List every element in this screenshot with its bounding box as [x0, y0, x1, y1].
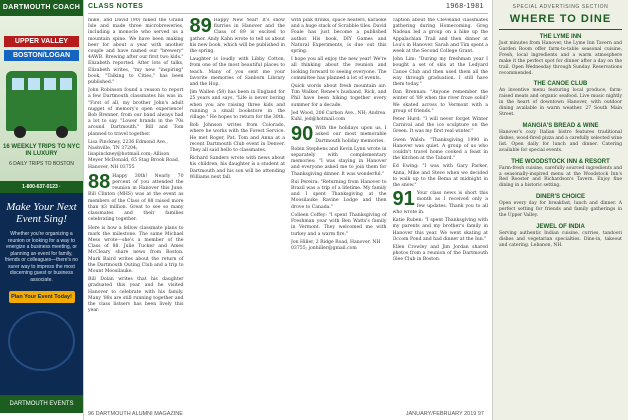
restaurant-description: Farm-fresh cuisine, carefully sourced ingredients and a seasonally-inspired menu at the Woodstock Inn's Red Rooster and Richardson's Tavern. Enjoy fine dining in a historic setting.	[499, 165, 622, 189]
bus-wheel	[56, 126, 68, 138]
notes-column-2	[190, 18, 286, 406]
class-year-89: 89	[189, 18, 212, 37]
class-entry-text: Happy 30th! Nearly 70 percent of you attended the reunion in Hanover this June. Bill Clinton (MHS) was at the event as members of the Class of 88 raised more than $3 million. Great to see so many classmates and their families celebrating together.	[88, 173, 184, 223]
restaurant-name: DINER'S CHOICE	[535, 194, 586, 201]
bus-wheel	[14, 126, 26, 138]
restaurant-entry[interactable]	[499, 159, 622, 190]
note-paragraph: John Lim: "During my freshman year I bought a set of skis at the Ledyard Canoe Club and then used them all the way through graduation. I still have them today."	[392, 57, 488, 88]
coach-phone: 1-800-637-0123 ·	[22, 184, 61, 190]
decorative-swirl	[8, 311, 75, 371]
restaurant-description: Hanover's cozy Italian bistro features traditional dishes, wood-fired pizza and a carefully selected wine list. Open daily for lunch and dinner. Catering available for special events.	[499, 129, 623, 153]
note-paragraph: Colleen Coffey: "I spent Thanksgiving of Freshman year with Ben Watts's family in Vermont. They welcomed me with turkey and a warm fire."	[291, 212, 387, 237]
note-paragraph: mike, and David (90) hiked the Grand Isle and made three microbreweries, including a monocle who served us a mountain spine. We have been making beer for about a year with another couple and have named our "brewery" 4AWB. Brewing after our first two kids." Elizabeth reported. After lots of talks, Elizabeth writes, "my new "inspiring" book, "Talking to Cities," has been published."	[88, 18, 184, 86]
restaurant-description: An inventive menu featuring local produce, farm-raised meats and organic seafood. Live music nightly in the heart of downtown Hanover, with outdoor dining available in warm weather. 27 South Main Street.	[499, 88, 622, 118]
note-paragraph: I hope you all enjoy the new year! We're all thinking about the reunion and looking forward to seeing everyone. The committee has planned a lot of events.	[291, 57, 387, 81]
restaurant-entry[interactable]	[499, 81, 622, 118]
restaurant-name: JEWEL OF INDIA	[536, 223, 585, 230]
where-to-dine-sidebar	[492, 0, 628, 420]
note-paragraph: Here is how a fellow classmate plans to mark the milestone. The same Michael Mess wrote—she's a member of the Class of 88. Julie Tucker and Ames McCleary share news from Boston. Mark Baird writes about the return of the Dartmouth Outing Club and a trip to Mount Moosilauke.	[88, 225, 184, 274]
restaurant-name: THE CANOE CLUB	[533, 81, 588, 88]
class-year-90: 90	[291, 123, 314, 146]
events-body: Whether you're organizing a reunion or looking for a way to energize a business meeting, or planning an event for family, friends or colleagues—there's no surer way to impress the most discerning guest or business associate.	[5, 231, 78, 283]
notes-column-4	[393, 18, 489, 406]
restaurant-description: Serving authentic Indian cuisine, curries, tandoori dishes and vegetarian specialties. Dine-in, takeout and catering. Lebanon, NH.	[499, 230, 622, 248]
note-paragraph: Ellen Crowley and Jim Jordan shared photos from a reunion of the Dartmouth Glee Club in Boston.	[392, 244, 488, 263]
note-paragraph: Katie Ruben: "I spent Thanksgiving with my parents and my brother's family in Hanover this year. We went skating at Occom Pond and had dinner at the Inn."	[392, 218, 488, 242]
restaurant-name: MANGIA'S BREAD & WINE	[522, 122, 599, 129]
coach-contact-bar[interactable]	[0, 181, 83, 193]
note-paragraph: Rui Pereira: "Returning from Hanover to Brazil was a trip of a lifetime. My family and I spent Thanksgiving at the Moosilauke Ravine Lodge and then drove to Canada."	[291, 179, 387, 210]
boston-trips-text: 6 DAILY TRIPS TO BOSTON	[9, 161, 74, 167]
footer-right: JANUARY/FEBRUARY 2019 97	[405, 411, 484, 417]
bus-window	[12, 78, 24, 90]
correspondent-signature: Lisa Pinckney, 2236 Edmond Ave., Nashville, TN 37204; lisapinckney@hotmail.com; Allison Meyer McDonald, 65 Stag Brook Road, Hanover, NH 03755	[88, 139, 180, 170]
class-entry-89	[190, 18, 286, 55]
notes-column-3	[291, 18, 387, 406]
class-year-88: 88	[88, 170, 111, 193]
note-paragraph: Bob Johnson writes from Colorado, where he works with the Forest Service. He met Roger, Pat, Tom and Anna at a recent Dartmouth Club event in Denver. They all said hello to classmates.	[189, 123, 285, 154]
note-paragraph: Peter Hurd: "I will never forget Winter Carnival and the ice sculpture on the Green. It was my first real winter."	[392, 117, 488, 135]
sidebar-title: WHERE TO DINE	[509, 13, 612, 25]
restaurant-entry[interactable]	[499, 224, 622, 249]
note-paragraph: Richard Sanders wrote with news about his children, his daughter is a student at Dartmouth and his son will be attending Williams next fall.	[189, 156, 285, 180]
divider	[499, 29, 622, 30]
class-notes-header	[88, 0, 488, 14]
boston-logan-label: BOSTON/LOGAN	[4, 50, 79, 61]
note-paragraph: Laughter is loudly with Libby Cotton, from one of the most beautiful places to teach. Many of you sent me your favorite memories of Sanborn Library and the Hop.	[189, 57, 285, 88]
class-notes-main	[88, 0, 488, 420]
correspondent-signature: Jed Wood, 206 Carbon Ave., NH; Andrea Kuhl, jed@hotmail.com	[291, 110, 386, 123]
class-entry-88	[88, 170, 184, 224]
note-paragraph: Robin Stephens and Kevin Lynn wrote in separately with complementary memories: "I was staying in Hanover and everyone asked me to join them for Thanksgiving dinner. It was wonderful."	[291, 146, 387, 177]
note-paragraph: John Robinson found a reason to report a few Dartmouth classmates his was in. "First of all, my brother John's adult nugget of memory's open experience! Bob Brenner, from our band always had a lot to say. "Lower brands in the 70s around Dartmouth." Bill and Tom planned to travel together.	[88, 88, 184, 137]
page-footer	[88, 408, 488, 420]
note-paragraph: Quick words about fresh mountain air: Tim Walker, Renee's husband, Rick, and Phil have been hiking together every summer for a decade.	[291, 84, 387, 108]
class-entry-text: Your class news is short this month as I received only a few updates. Thank you to all who wrote in.	[392, 191, 488, 215]
note-paragraph: Jim Wallen (58) has been in England for 25 years and says, "Life is never boring when you are raising three kids and running a small bookstore in the village." He hopes to return for the 30th.	[189, 90, 285, 121]
note-paragraph: caption about the Cleveland classmates gathering during Homecoming. Greg Nadeau led a group on a hike up the Appalachian Trail and then dinner at Lou's in Hanover. Sarah and Tim spent a week at the Second College Grant.	[392, 18, 488, 55]
bus-window	[44, 78, 56, 90]
bus-window	[60, 78, 72, 90]
restaurant-name: THE LYME INN	[539, 34, 582, 40]
left-ad-column	[0, 0, 84, 420]
dartmouth-coach-banner[interactable]: DARTMOUTH COACH	[0, 0, 83, 16]
note-paragraph: Dan Brennan: "Anyone remember the winter of '89 when the river froze solid? We skated across to Vermont with a group of friends."	[392, 90, 488, 114]
footer-left: 96 DARTMOUTH ALUMNI MAGAZINE	[88, 411, 183, 417]
note-paragraph: Bill Dolan writes that his daughter graduated this year and he visited Hanover to celebrate with his family. Many '88s are still running together and the class listserv has been lively this year.	[88, 277, 184, 314]
class-entry-text: Happy New Year! It's snow flurries in Hanover and the Class of 89 is excited to gather. Andy Kahn wrote to tell us about his new book, which will be published in the spring.	[189, 18, 285, 55]
notes-column-1	[88, 18, 184, 406]
class-year-91: 91	[392, 188, 415, 211]
class-entry-91	[392, 188, 489, 216]
notes-columns	[88, 18, 488, 406]
correspondent-signature: Jon Hiller, 2 Ridge Road, Hanover, NH 03755; jonhiller@gmail.com	[291, 239, 381, 251]
upper-valley-label: UPPER VALLEY	[4, 36, 79, 47]
trips-text: 16 WEEKLY TRIPS TO NYC IN LUXURY	[3, 144, 80, 157]
special-advertising-tag: SPECIAL ADVERTISING SECTION	[512, 4, 609, 10]
restaurant-entry[interactable]	[499, 34, 622, 76]
bus-window	[28, 78, 40, 90]
restaurant-entry[interactable]	[499, 123, 622, 154]
restaurant-description: Open every day for breakfast, lunch and dinner. A perfect setting for friends and family gatherings in the Upper Valley.	[499, 201, 622, 219]
bus-advertisement[interactable]	[0, 16, 83, 181]
events-footer-bar: DARTMOUTH EVENTS	[0, 395, 83, 413]
note-paragraph: Gwen Walsh: "Thanksgiving 1990 in Hanover was quiet. A group of us who couldn't travel home cooked a feast in the kitchen at the Tabard."	[392, 137, 488, 162]
events-headline: Make Your Next Event Sing!	[6, 201, 77, 225]
class-years: 1968-1981	[446, 3, 484, 10]
restaurant-description: Just minutes from Hanover, the Lyme Inn Tavern and Garden Room offer farm-to-table seasonal cuisine. Fresh, local ingredients and a warm atmosphere make it the perfect spot for dinner after a day on the trail. Open Wednesday through Sunday. Reservations recommended.	[499, 41, 622, 76]
class-entry-text: With the holidays upon us, I asked our most memorable Dartmouth holiday memories.	[315, 126, 387, 144]
note-paragraph: with pink drinks, space heaters, karaoke and a huge stack of Scrabble tiles. David Foale has just become a published author. His book, DIY Games and Natural Experiments, is due out this spring.	[291, 18, 387, 55]
restaurant-name: THE WOODSTOCK INN & RESORT	[511, 158, 610, 165]
class-entry-90	[291, 123, 387, 146]
section-title: CLASS NOTES	[88, 3, 144, 10]
events-advertisement[interactable]	[0, 193, 83, 413]
note-paragraph: Ed Ewing: "I was with Gary Parker, Anna, Mike and Steve when we decided to walk up to the Bema at midnight in the snow."	[392, 164, 488, 189]
plan-event-button[interactable]: Plan Your Event Today!	[9, 291, 75, 303]
restaurant-entry[interactable]	[499, 194, 622, 219]
